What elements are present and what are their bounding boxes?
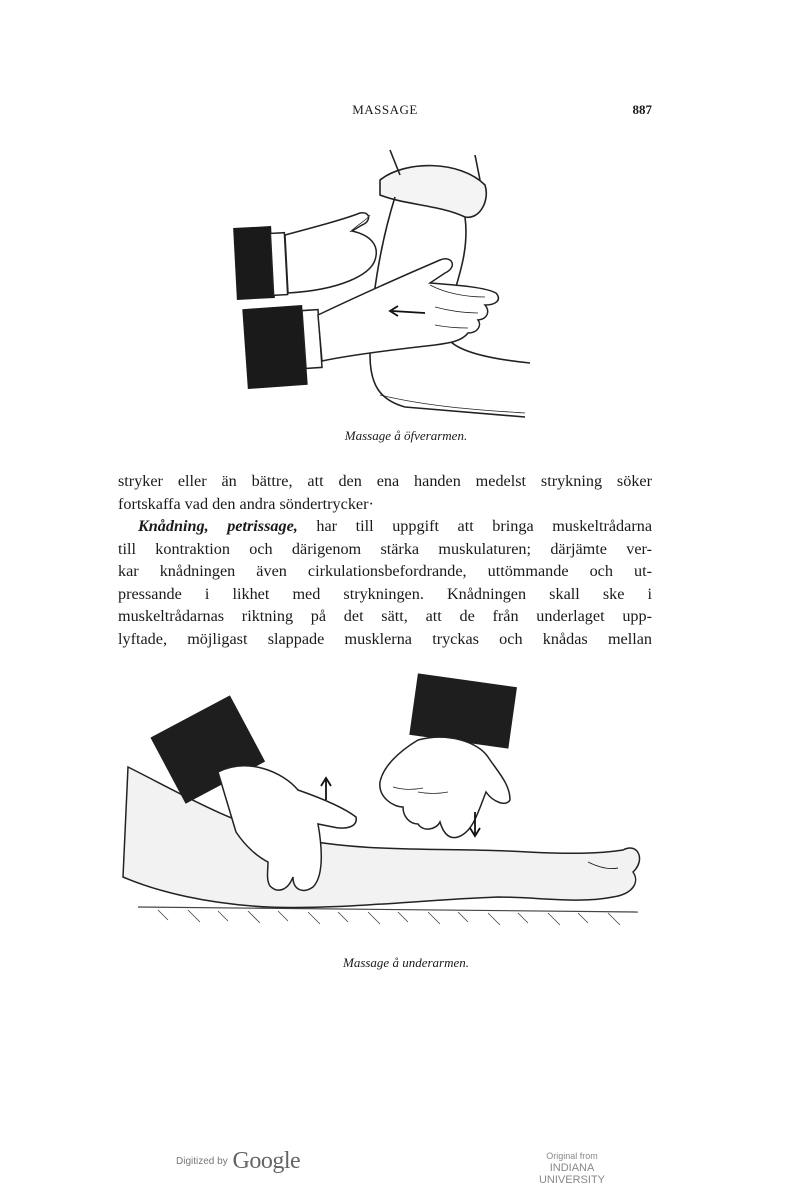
text-line: pressande i likhet med strykningen. Knådningen skall ske i [118,584,652,603]
page-header [118,102,652,122]
google-logo: Google [232,1148,301,1174]
digitized-by-label: Digitized by [176,1156,228,1167]
figure-upper-arm-massage [230,135,540,425]
original-source [518,1150,626,1186]
figure-caption-forearm: Massage å underarmen. [342,955,469,970]
text-line: lyftade, möjligast slappade musklerna tryckas och knådas mellan [118,629,652,648]
figure-caption-upper-arm: Massage å öfverarmen. [344,428,468,443]
body-text [118,470,652,650]
text-line: till kontraktion och därigenom stärka muskulaturen; därjämte ver- [118,539,652,558]
text-line: fortskaffa vad den andra söndertrycker· [118,494,374,513]
paragraph-start-text: har till uppgift att bringa muskeltrådarna [297,517,653,535]
running-title: MASSAGE [352,102,418,117]
sleeve-right [409,673,517,748]
text-line-paragraph-start [118,515,652,538]
text-line: stryker eller än bättre, att den ena handen medelst strykning söker [118,472,652,490]
cuff-upper [233,226,275,300]
forearm-illustration [118,672,658,947]
digitized-by-google [176,1148,300,1175]
text-line: kar knådningen även cirkulationsbefordrande, uttömmande och ut- [118,562,652,580]
original-from-label: Original from [546,1151,598,1161]
page-number: 887 [632,102,652,117]
term-knadning: Knådning, petrissage, [138,517,298,535]
upper-arm-illustration [230,135,540,425]
figure-forearm-massage [118,672,658,947]
text-line: muskeltrådarnas riktning på det sätt, att de från underlaget upp- [118,607,652,625]
cuff-lower [242,305,307,389]
institution-name: INDIANA UNIVERSITY [538,1162,605,1186]
